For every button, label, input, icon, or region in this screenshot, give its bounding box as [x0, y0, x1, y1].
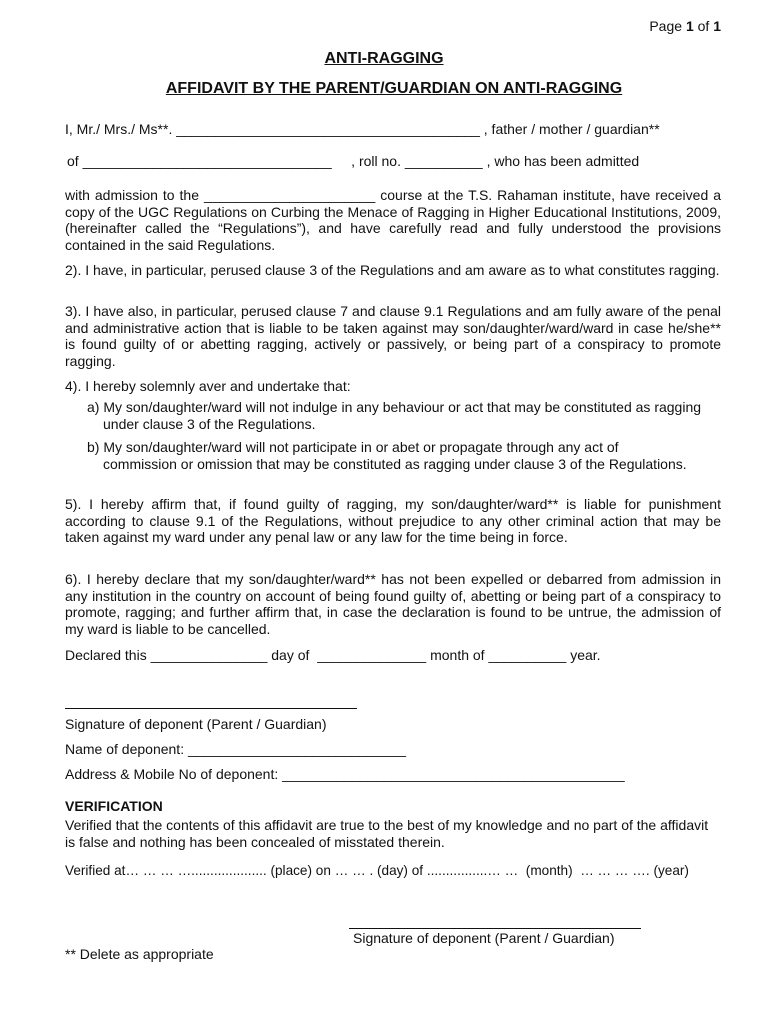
- page-number-prefix: Page: [649, 18, 686, 34]
- signature-line-2: [349, 928, 641, 929]
- undertaking-item-a: a) My son/daughter/ward will not indulge in any behaviour or act that may be constituted as ragging under clause 3 of the Regulations.: [87, 399, 702, 432]
- roll-number-line: of ________________________________ , roll no. __________ , who has been admitted: [67, 153, 640, 169]
- page-number-current: 1: [685, 18, 694, 34]
- verification-heading: VERIFICATION: [65, 798, 163, 814]
- verified-at-line: Verified at… … … ….................... (place) on … … . (day) of ................… … (month) … … … …. (year): [65, 863, 689, 878]
- deponent-address-field: Address & Mobile No of deponent: ____________________________________________: [65, 766, 625, 782]
- page-number-middle: of: [693, 18, 714, 34]
- clause-3-paragraph: 3). I have also, in particular, perused clause 7 and clause 9.1 Regulations and am fully aware of the penal and administrative action that is liable to be taken against may son/daughter/ward/ward in case he/she** is found guilty of or abetting ragging, actively or passively, or being part of a conspiracy to promote ragging.: [65, 303, 721, 369]
- footnote: ** Delete as appropriate: [65, 946, 214, 962]
- clause-5-paragraph: 5). I hereby affirm that, if found guilty of ragging, my son/daughter/ward** is liable for punishment according to clause 9.1 of the Regulations, without prejudice to any other criminal action that may be taken against my ward under any penal law or any law for the time being in force.: [65, 496, 721, 546]
- clause-4-paragraph: 4). I hereby solemnly aver and undertake that:: [65, 378, 351, 394]
- document-title: ANTI-RAGGING: [324, 50, 444, 67]
- document-subtitle: AFFIDAVIT BY THE PARENT/GUARDIAN ON ANTI-RAGGING: [165, 80, 623, 97]
- page-number: [649, 18, 721, 34]
- declared-date-line: Declared this _______________ day of ______________ month of __________ year.: [65, 647, 601, 663]
- page-number-total: 1: [713, 18, 721, 34]
- intro-paragraph: with admission to the ______________________ course at the T.S. Rahaman institute, have received a copy of the UGC Regulations on Curbing the Menace of Ragging in Higher Educational Institutions, 2009, (hereinafter called the “Regulations”), and have carefully read and fully understood the provisions contained in the said Regulations.: [65, 187, 721, 253]
- clause-6-paragraph: 6). I hereby declare that my son/daughter/ward** has not been expelled or debarred from admission in any institution in the country on account of being found guilty of, abetting or being part of a conspiracy to promote, ragging; and further affirm that, in case the declaration is found to be untrue, the admission of my ward is liable to be cancelled.: [65, 571, 721, 637]
- signature-line: [65, 708, 357, 709]
- verification-text: Verified that the contents of this affidavit are true to the best of my knowledge and no part of the affidavit is false and nothing has been concealed of misstated therein.: [65, 817, 709, 850]
- signature-label: Signature of deponent (Parent / Guardian): [65, 716, 327, 732]
- deponent-name-field: Name of deponent: ____________________________: [65, 741, 406, 757]
- clause-2-paragraph: 2). I have, in particular, perused clause 3 of the Regulations and am aware as to what constitutes ragging.: [65, 262, 720, 278]
- deponent-name-line: I, Mr./ Mrs./ Ms**. _______________________________________ , father / mother / guardian**: [65, 121, 660, 137]
- undertaking-item-b: b) My son/daughter/ward will not participate in or abet or propagate through any act of commission or omission that may be constituted as ragging under clause 3 of the Regulations.: [87, 439, 687, 472]
- signature-label-2: Signature of deponent (Parent / Guardian): [353, 930, 615, 946]
